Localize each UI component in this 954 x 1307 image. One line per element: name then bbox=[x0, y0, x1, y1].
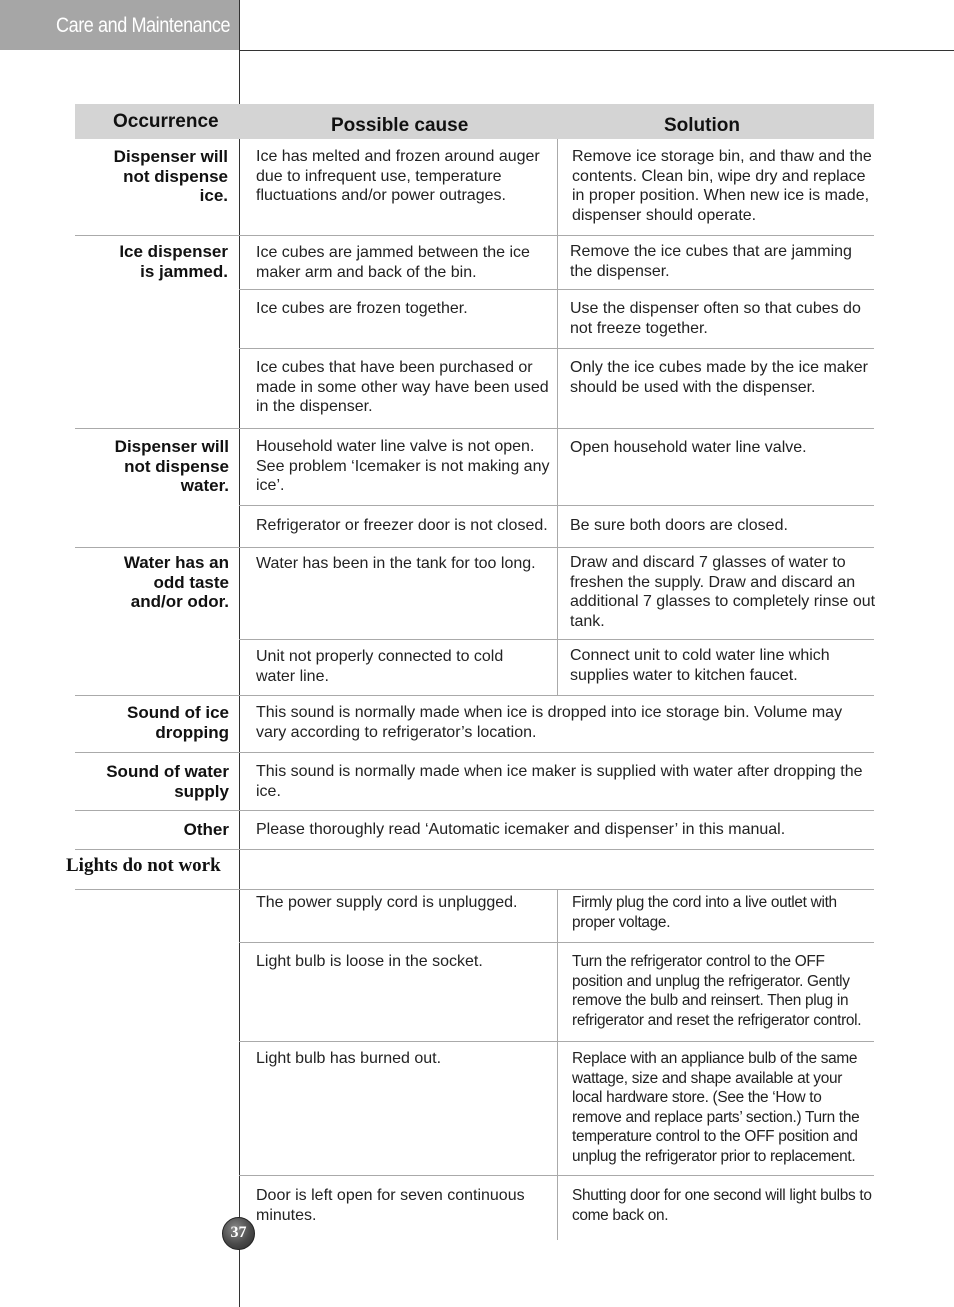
occurrence-sound-water: Sound of water supply bbox=[106, 762, 229, 801]
solution-cell: Shutting door for one second will light bulbs to come back on. bbox=[572, 1187, 872, 1224]
row-divider bbox=[75, 810, 874, 811]
solution-cell: Draw and discard 7 glasses of water to freshen the supply. Draw and discard an additional 7 glasses to completely rinse out tank. bbox=[570, 554, 876, 630]
column-divider bbox=[557, 889, 558, 1240]
occurrence-ice-jammed: Ice dispenser is jammed. bbox=[119, 242, 228, 281]
cause-cell: Light bulb has burned out. bbox=[256, 1050, 442, 1067]
solution-cell: Turn the refrigerator control to the OFF position and unplug the refrigerator. Gently remove the bulb and reinsert. Then plug in refrigerator and reset the refrigerator control. bbox=[572, 953, 862, 1029]
page-number: 37 bbox=[230, 1224, 247, 1241]
cause-cell: Ice has melted and frozen around auger due to infrequent use, temperature fluctuations and/or power outrages. bbox=[256, 148, 540, 205]
cause-cell: Ice cubes are jammed between the ice maker arm and back of the bin. bbox=[256, 244, 530, 281]
header-possible-cause: Possible cause bbox=[331, 115, 469, 136]
explanation-cell: This sound is normally made when ice maker is supplied with water after dropping the ice. bbox=[256, 763, 863, 800]
solution-cell: Open household water line valve. bbox=[570, 439, 807, 456]
header-solution: Solution bbox=[664, 115, 740, 136]
occurrence-dispenser-water: Dispenser will not dispense water. bbox=[114, 437, 229, 495]
header-rule bbox=[239, 50, 954, 51]
explanation-cell: This sound is normally made when ice is dropped into ice storage bin. Volume may vary according to refrigerator’s location. bbox=[256, 704, 843, 741]
cause-cell: The power supply cord is unplugged. bbox=[256, 894, 518, 911]
cause-cell: Household water line valve is not open. See problem ‘Icemaker is not making any ice’. bbox=[256, 438, 550, 495]
row-divider bbox=[75, 695, 874, 696]
solution-cell: Be sure both doors are closed. bbox=[570, 517, 788, 534]
explanation-cell: Please thoroughly read ‘Automatic icemaker and dispenser’ in this manual. bbox=[256, 821, 786, 838]
cause-cell: Water has been in the tank for too long. bbox=[256, 555, 536, 572]
row-divider bbox=[75, 752, 874, 753]
lights-section-title: Lights do not work bbox=[66, 855, 221, 876]
section-header-tab bbox=[0, 0, 239, 50]
page-number-badge bbox=[222, 1217, 255, 1250]
row-divider bbox=[75, 428, 874, 429]
cause-cell: Door is left open for seven continuous minutes. bbox=[256, 1187, 525, 1224]
cause-cell: Ice cubes are frozen together. bbox=[256, 300, 468, 317]
cause-cell: Unit not properly connected to cold water line. bbox=[256, 648, 504, 685]
occurrence-other: Other bbox=[183, 820, 229, 839]
row-divider bbox=[75, 547, 874, 548]
solution-cell: Remove ice storage bin, and thaw and the contents. Clean bin, wipe dry and replace in proper position. When new ice is made, dispenser should operate. bbox=[572, 148, 872, 224]
occurrence-odd-taste: Water has an odd taste and/or odor. bbox=[123, 553, 229, 611]
cause-cell: Refrigerator or freezer door is not closed. bbox=[256, 517, 548, 534]
solution-cell: Replace with an appliance bulb of the same wattage, size and shape available at your local hardware store. (See the ‘How to remove and replace parts’ section.) Turn the temperature control to the OFF position and unplug the refrigerator prior to replacement. bbox=[572, 1050, 860, 1165]
cause-cell: Ice cubes that have been purchased or made in some other way have been used in the dispenser. bbox=[256, 359, 549, 416]
occurrence-sound-ice: Sound of ice dropping bbox=[127, 703, 229, 742]
solution-cell: Firmly plug the cord into a live outlet with proper voltage. bbox=[572, 894, 837, 931]
margin-rule bbox=[239, 0, 240, 1307]
column-divider bbox=[557, 139, 558, 695]
occurrence-dispenser-ice: Dispenser will not dispense ice. bbox=[113, 147, 228, 205]
solution-cell: Use the dispenser often so that cubes do not freeze together. bbox=[570, 300, 861, 337]
solution-cell: Connect unit to cold water line which supplies water to kitchen faucet. bbox=[570, 647, 830, 684]
header-occurrence: Occurrence bbox=[113, 111, 219, 132]
solution-cell: Remove the ice cubes that are jamming the dispenser. bbox=[570, 243, 852, 280]
row-divider bbox=[75, 235, 874, 236]
table-header bbox=[75, 104, 874, 139]
section-title: Care and Maintenance bbox=[56, 14, 231, 37]
cause-cell: Light bulb is loose in the socket. bbox=[256, 953, 483, 970]
solution-cell: Only the ice cubes made by the ice maker should be used with the dispenser. bbox=[570, 359, 868, 396]
row-divider bbox=[75, 849, 874, 850]
row-divider bbox=[75, 889, 874, 890]
